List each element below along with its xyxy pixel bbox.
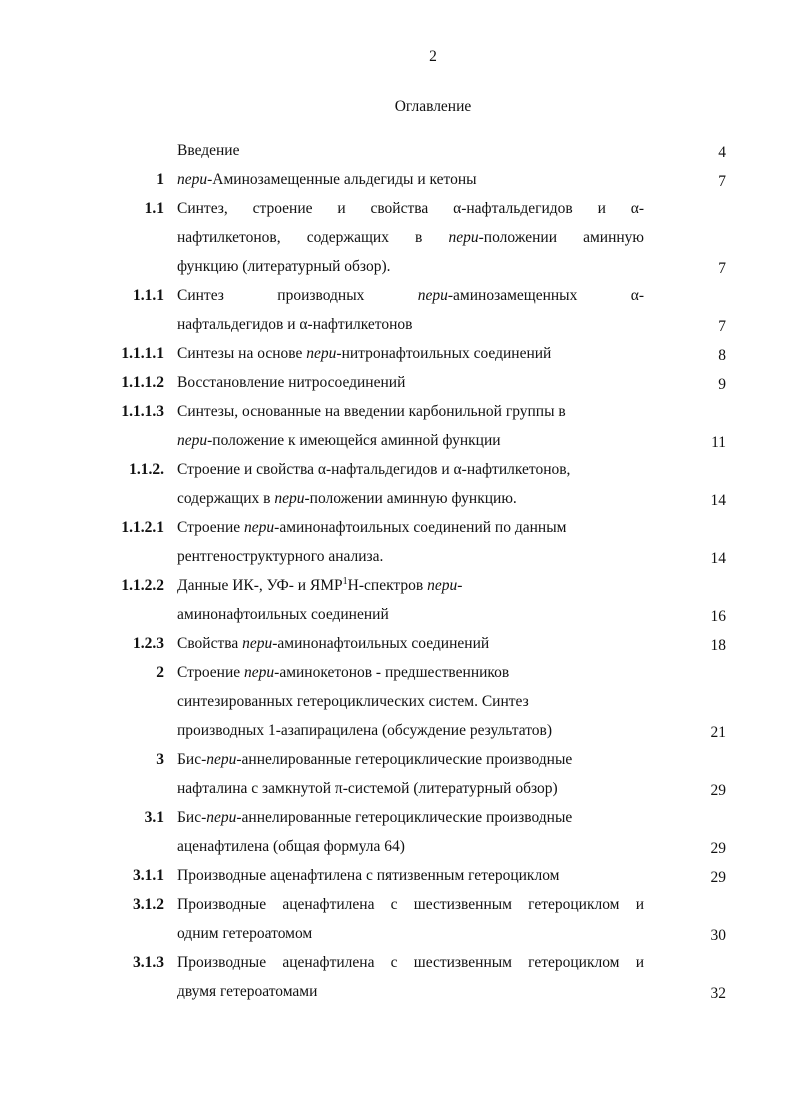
- section-number: 3.1.2: [133, 896, 164, 913]
- section-title: [177, 890, 644, 948]
- title-line: [177, 716, 644, 745]
- text-segment: -аннелированные гетероциклические производные: [236, 751, 573, 768]
- text-segment: -Аминозамещенные альдегиды и кетоны: [207, 171, 477, 188]
- italic-term: пери: [177, 432, 208, 449]
- toc-title: Оглавление: [394, 98, 472, 115]
- title-line: [177, 977, 644, 1006]
- title-line: [177, 687, 644, 716]
- section-number: 3: [156, 751, 164, 768]
- page-ref: 7: [718, 173, 726, 190]
- title-line: [177, 629, 644, 658]
- section-number: 1.1.2.1: [121, 519, 164, 536]
- text-segment: Строение: [177, 519, 245, 536]
- page-number: 2: [429, 48, 437, 65]
- text-segment: -аминокетонов - предшественников: [274, 664, 510, 681]
- superscript: 1: [342, 576, 348, 587]
- text-segment: -аминонафтоильных соединений по данным: [274, 519, 567, 536]
- italic-term: пери: [427, 577, 458, 594]
- text-segment: -: [457, 577, 463, 594]
- section-number: 2: [156, 664, 164, 681]
- italic-term: пери: [244, 519, 275, 536]
- text-segment: Производные аценафтилена с шестизвенным гетероциклом и: [177, 954, 644, 971]
- text-segment: -положении аминную функцию.: [304, 490, 517, 507]
- section-number: 3.1.1: [133, 867, 164, 884]
- section-number: 1.1.2.: [129, 461, 164, 478]
- text-segment: нафтилкетонов, содержащих в: [177, 229, 449, 246]
- section-title: [177, 745, 644, 803]
- section-number: 3.1.3: [133, 954, 164, 971]
- text-segment: Строение и свойства α-нафтальдегидов и α-нафтилкетонов,: [177, 461, 571, 478]
- italic-term: пери: [244, 664, 275, 681]
- italic-term: пери: [274, 490, 305, 507]
- section-number: 3.1: [144, 809, 164, 826]
- text-segment: -аминонафтоильных соединений: [272, 635, 490, 652]
- toc-entry: [0, 803, 796, 861]
- page-ref: 7: [718, 260, 726, 277]
- text-segment: рентгеноструктурного анализа.: [177, 548, 384, 565]
- title-line: [177, 571, 644, 600]
- title-line: [177, 919, 644, 948]
- title-line: [177, 397, 644, 426]
- page-ref: 29: [710, 840, 726, 857]
- toc-entry: [0, 948, 796, 1006]
- toc-entry: [0, 368, 796, 397]
- title-line: [177, 948, 644, 977]
- title-line: [177, 339, 644, 368]
- title-line: [177, 774, 644, 803]
- page-ref: 7: [718, 318, 726, 335]
- text-segment: Синтез производных: [177, 287, 418, 304]
- toc-entry: [0, 281, 796, 339]
- section-number: 1.1.2.2: [121, 577, 164, 594]
- text-segment: Синтезы на основе: [177, 345, 307, 362]
- page-ref: 14: [710, 550, 726, 567]
- italic-term: пери: [417, 287, 448, 304]
- text-segment: аминонафтоильных соединений: [177, 606, 389, 623]
- italic-term: пери: [242, 635, 273, 652]
- section-title: [177, 339, 644, 368]
- text-segment: производных 1-азапирацилена (обсуждение результатов): [177, 722, 552, 739]
- title-line: [177, 252, 644, 281]
- title-line: [177, 426, 644, 455]
- section-title: [177, 571, 644, 629]
- page-ref: 21: [710, 724, 726, 741]
- toc-entry: [0, 658, 796, 745]
- text-segment: -аминозамещенных α-: [447, 287, 645, 304]
- toc-entry: [0, 861, 796, 890]
- section-number: 1.1.1: [133, 287, 164, 304]
- title-line: [177, 542, 644, 571]
- page-ref: 9: [718, 376, 726, 393]
- page-ref: 4: [718, 144, 726, 161]
- text-segment: Бис-: [177, 809, 207, 826]
- title-line: [177, 368, 644, 397]
- text-segment: нафталина с замкнутой π-системой (литературный обзор): [177, 780, 558, 797]
- section-title: [177, 368, 644, 397]
- text-segment: содержащих в: [177, 490, 275, 507]
- text-segment: Данные ИК-, УФ- и ЯМР: [177, 577, 343, 594]
- title-line: [177, 861, 644, 890]
- page-ref: 30: [710, 927, 726, 944]
- title-line: [177, 223, 644, 252]
- toc-entry: [0, 629, 796, 658]
- toc-entry: [0, 890, 796, 948]
- text-segment: -положении аминную: [478, 229, 644, 246]
- text-segment: двумя гетероатомами: [177, 983, 318, 1000]
- section-number: 1.1.1.2: [121, 374, 164, 391]
- text-segment: -положение к имеющейся аминной функции: [207, 432, 501, 449]
- toc-entry: [0, 165, 796, 194]
- text-segment: аценафтилена (общая формула 64): [177, 838, 405, 855]
- text-segment: Производные аценафтилена с шестизвенным гетероциклом и: [177, 896, 644, 913]
- text-segment: Синтез, строение и свойства α-нафтальдегидов и α-: [177, 200, 644, 217]
- section-title: [177, 948, 644, 1006]
- title-line: [177, 281, 644, 310]
- section-title: [177, 513, 644, 571]
- toc-entry: [0, 136, 796, 165]
- section-title: [177, 194, 644, 281]
- italic-term: пери: [177, 171, 208, 188]
- section-number: 1.2.3: [133, 635, 164, 652]
- text-segment: Введение: [177, 142, 240, 159]
- text-segment: -нитронафтоильных соединений: [336, 345, 552, 362]
- text-segment: Строение: [177, 664, 245, 681]
- text-segment: Синтезы, основанные на введении карбонильной группы в: [177, 403, 566, 420]
- text-segment: нафтальдегидов и α-нафтилкетонов: [177, 316, 413, 333]
- title-line: [177, 165, 644, 194]
- toc-entry: [0, 513, 796, 571]
- page-ref: 8: [718, 347, 726, 364]
- title-line: [177, 658, 644, 687]
- page-ref: 29: [710, 782, 726, 799]
- title-line: [177, 310, 644, 339]
- section-title: [177, 281, 644, 339]
- section-title: [177, 397, 644, 455]
- title-line: [177, 136, 644, 165]
- section-title: [177, 136, 644, 165]
- page-ref: 32: [710, 985, 726, 1002]
- toc-entry: [0, 455, 796, 513]
- page-ref: 11: [711, 434, 726, 451]
- table-of-contents: [0, 136, 796, 1006]
- text-segment: Восстановление нитросоединений: [177, 374, 406, 391]
- section-number: 1.1.1.1: [121, 345, 164, 362]
- text-segment: функцию (литературный обзор).: [177, 258, 391, 275]
- section-number: 1.1: [144, 200, 164, 217]
- page-ref: 14: [710, 492, 726, 509]
- italic-term: пери: [206, 809, 237, 826]
- section-title: [177, 629, 644, 658]
- text-segment: Бис-: [177, 751, 207, 768]
- title-line: [177, 803, 644, 832]
- toc-entry: [0, 339, 796, 368]
- page-ref: 29: [710, 869, 726, 886]
- title-line: [177, 455, 644, 484]
- title-line: [177, 194, 644, 223]
- section-number: 1.1.1.3: [121, 403, 164, 420]
- section-title: [177, 658, 644, 745]
- toc-entry: [0, 745, 796, 803]
- title-line: [177, 890, 644, 919]
- section-number: 1: [156, 171, 164, 188]
- toc-entry: [0, 571, 796, 629]
- section-title: [177, 803, 644, 861]
- section-title: [177, 861, 644, 890]
- text-segment: Свойства: [177, 635, 243, 652]
- text-segment: синтезированных гетероциклических систем. Синтез: [177, 693, 529, 710]
- title-line: [177, 513, 644, 542]
- title-line: [177, 832, 644, 861]
- text-segment: одним гетероатомом: [177, 925, 313, 942]
- section-title: [177, 455, 644, 513]
- section-title: [177, 165, 644, 194]
- text-segment: -аннелированные гетероциклические производные: [236, 809, 573, 826]
- title-line: [177, 600, 644, 629]
- italic-term: пери: [206, 751, 237, 768]
- toc-entry: [0, 194, 796, 281]
- title-line: [177, 745, 644, 774]
- italic-term: пери: [306, 345, 337, 362]
- page-ref: 18: [710, 637, 726, 654]
- title-line: [177, 484, 644, 513]
- text-segment: Н-спектров: [347, 577, 428, 594]
- italic-term: пери: [448, 229, 479, 246]
- page-ref: 16: [710, 608, 726, 625]
- toc-entry: [0, 397, 796, 455]
- text-segment: Производные аценафтилена с пятизвенным гетероциклом: [177, 867, 560, 884]
